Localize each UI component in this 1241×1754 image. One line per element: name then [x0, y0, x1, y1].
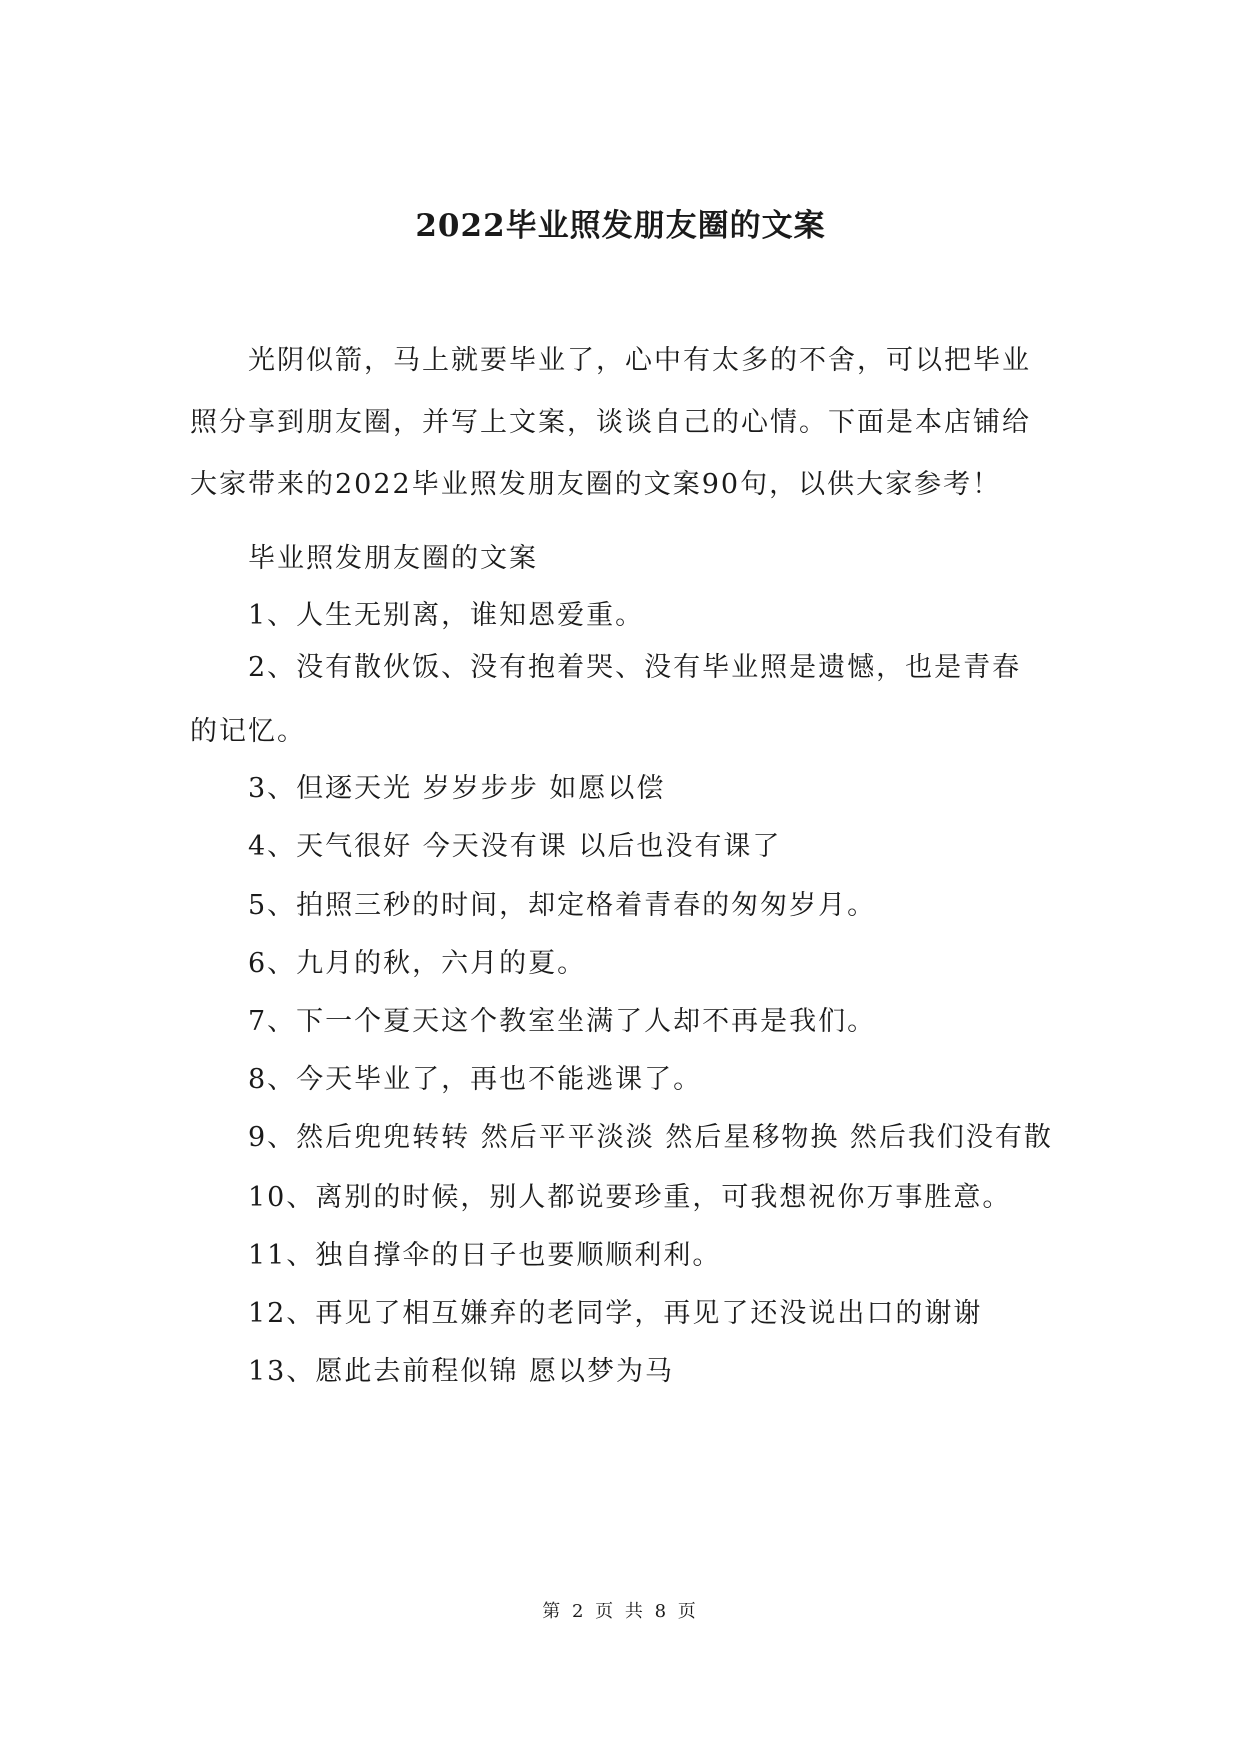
list-item: 6、九月的秋，六月的夏。 — [248, 948, 587, 979]
list-item: 7、下一个夏天这个教室坐满了人却不再是我们。 — [248, 1006, 877, 1037]
list-item: 4、天气很好 今天没有课 以后也没有课了 — [248, 831, 782, 862]
list-item: 11、独自撑伞的日子也要顺顺利利。 — [248, 1240, 722, 1271]
list-item: 10、离别的时候，别人都说要珍重，可我想祝你万事胜意。 — [248, 1182, 1012, 1213]
list-item: 1、人生无别离，谁知恩爱重。 — [248, 600, 645, 631]
list-item: 3、但逐天光 岁岁步步 如愿以偿 — [248, 773, 666, 804]
list-item: 13、愿此去前程似锦 愿以梦为马 — [248, 1356, 674, 1387]
list-item: 8、今天毕业了，再也不能逃课了。 — [248, 1064, 703, 1095]
list-item: 2、没有散伙饭、没有抱着哭、没有毕业照是遗憾，也是青春的记忆。 — [190, 652, 1022, 747]
page-footer: 第 2 页 共 8 页 — [542, 1601, 699, 1622]
intro-paragraph: 光阴似箭，马上就要毕业了，心中有太多的不舍，可以把毕业照分享到朋友圈，并写上文案，谈谈自己的心情。下面是本店铺给大家带来的2022毕业照发朋友圈的文案90句，以供大家参考！ — [190, 345, 1031, 500]
list-item: 5、拍照三秒的时间，却定格着青春的匆匆岁月。 — [248, 890, 877, 921]
section-heading: 毕业照发朋友圈的文案 — [248, 543, 538, 574]
list-item: 12、再见了相互嫌弃的老同学，再见了还没说出口的谢谢 — [248, 1298, 983, 1329]
document-title: 2022毕业照发朋友圈的文案 — [415, 208, 826, 244]
list-item: 9、然后兜兜转转 然后平平淡淡 然后星移物换 然后我们没有散 — [248, 1122, 1053, 1153]
